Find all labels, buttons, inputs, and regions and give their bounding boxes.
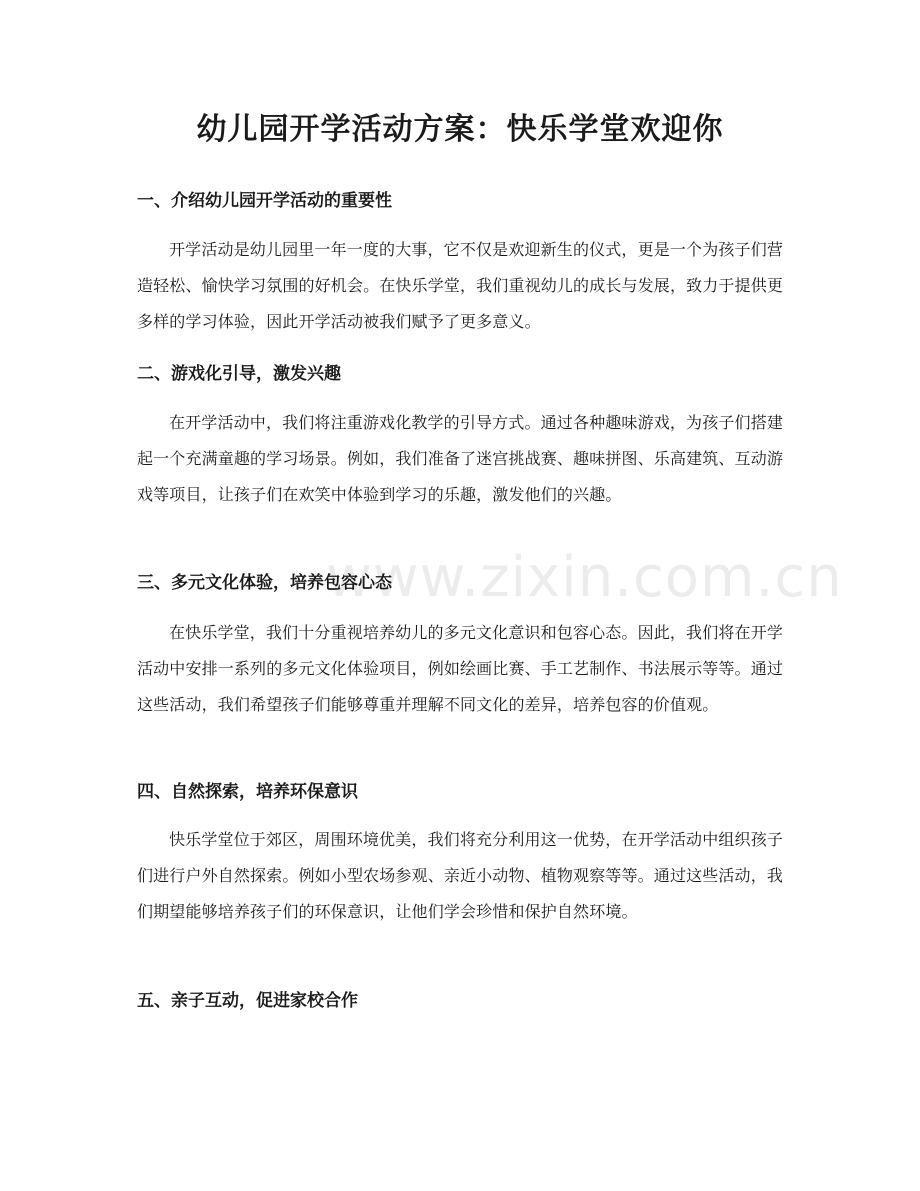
watermark: www.zixin.com.cn	[326, 545, 843, 610]
section-heading-2: 二、游戏化引导，激发兴趣	[137, 364, 341, 384]
page-title: 幼儿园开学活动方案：快乐学堂欢迎你	[196, 112, 724, 147]
section-paragraph-4: 快乐学堂位于郊区，周围环境优美，我们将充分利用这一优势，在开学活动中组织孩子们进行户外自然探索。例如小型农场参观、亲近小动物、植物观察等等。通过这些活动，我们期望能够培养孩子们的环保意识，让他们学会珍惜和保护自然环境。	[137, 830, 784, 921]
section-heading-4: 四、自然探索，培养环保意识	[137, 782, 358, 802]
section-paragraph-1: 开学活动是幼儿园里一年一度的大事，它不仅是欢迎新生的仪式，更是一个为孩子们营造轻松、愉快学习氛围的好机会。在快乐学堂，我们重视幼儿的成长与发展，致力于提供更多样的学习体验，因此开学活动被我们赋予了更多意义。	[137, 240, 784, 331]
section-heading-5: 五、亲子互动，促进家校合作	[137, 991, 358, 1011]
section-paragraph-2: 在开学活动中，我们将注重游戏化教学的引导方式。通过各种趣味游戏，为孩子们搭建起一个充满童趣的学习场景。例如，我们准备了迷宫挑战赛、趣味拼图、乐高建筑、互动游戏等项目，让孩子们在欢笑中体验到学习的乐趣，激发他们的兴趣。	[137, 413, 784, 504]
section-heading-1: 一、介绍幼儿园开学活动的重要性	[137, 191, 392, 211]
section-paragraph-3: 在快乐学堂，我们十分重视培养幼儿的多元文化意识和包容心态。因此，我们将在开学活动中安排一系列的多元文化体验项目，例如绘画比赛、手工艺制作、书法展示等等。通过这些活动，我们希望孩子们能够尊重并理解不同文化的差异，培养包容的价值观。	[137, 623, 784, 714]
section-heading-3: 三、多元文化体验，培养包容心态	[137, 573, 392, 593]
